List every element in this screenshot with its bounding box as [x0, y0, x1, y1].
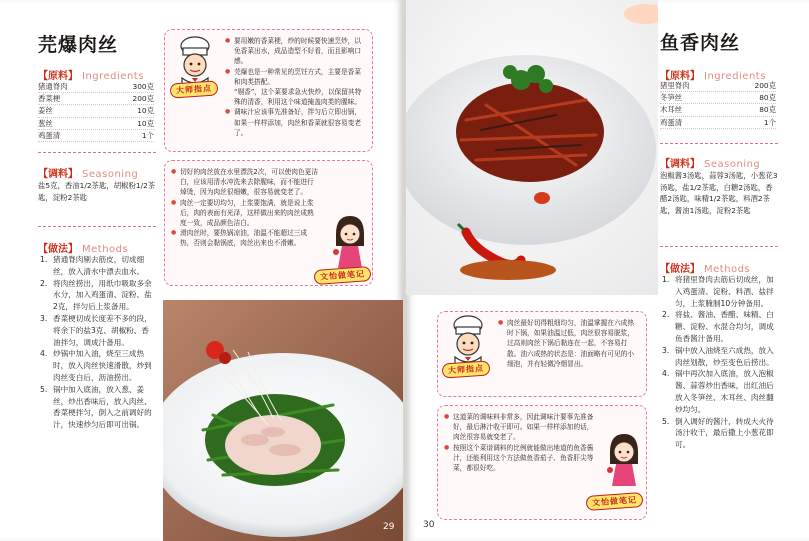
divider: [660, 143, 778, 144]
step-item: 3. 香菜梗切成长度差不多的段，将余下的盐3克、胡椒粉、香油拌匀，调成汁备用。: [40, 313, 152, 347]
chef-note: ● 肉丝最好切得粗细均匀，油温掌握在六成热时下锅，如果油温过低，肉丝很容易脱浆，过高则肉丝下锅后黏连在一起，不容易打散。油六成热的状态是：油面略有可见的小细泡，并有轻微冷烟冒出。: [498, 319, 635, 368]
page-number: 29: [383, 522, 395, 532]
chef-badge: 大师指点: [442, 360, 491, 378]
ingredient-row: 鸡蛋清 1个: [660, 117, 776, 129]
ingredient-row: 猪里脊肉 200克: [660, 80, 776, 92]
ingredients-table: [660, 80, 776, 129]
method-heading: 【做法】 Methods: [660, 264, 751, 275]
step-item: 3. 锅中放入油烧至六成热，放入肉丝划散，炒至变色后捞出。: [662, 345, 774, 367]
recipe-title: 芫爆肉丝: [38, 34, 119, 56]
ingredient-row: 木耳丝 80克: [660, 104, 776, 116]
ingredients-label: 【原料】: [38, 71, 78, 82]
notebook-note: ● 肉丝一定要切均匀，上浆要饱满，就是说上浆后，肉的表面有光泽，这样做出来的肉丝成熟度一致，成品颜色洁白。: [171, 198, 314, 228]
ingredient-row: 冬笋丝 80克: [660, 92, 776, 104]
chef-note: ● 要用嫩的香菜梗，炒的时候要快速烹炒，以免香菜出水，成品造型不好看，而且影响口感。: [225, 37, 362, 66]
chef-badge: 大师指点: [170, 80, 219, 98]
method-steps: [40, 254, 156, 431]
chef-note: “剔香”，这个菜要求急火快炒，以保留其特殊的清香，利用这个味道掩盖肉类的腥味。: [234, 88, 362, 107]
recipe-title: 鱼香肉丝: [660, 32, 741, 54]
step-item: 1. 猪通脊肉剔去筋皮，切成细丝，放入清水中漂去血水。: [40, 255, 145, 276]
ingredient-row: 姜丝 10克: [38, 105, 154, 117]
seasoning-heading: 【调料】 Seasoning: [38, 169, 139, 180]
divider: [660, 246, 778, 247]
step-item: 2. 将肉丝捞出，用纸巾吸取多余水分，加入鸡蛋清、淀粉、盐2克，拌匀后上浆备用。: [40, 278, 152, 312]
ingredients-heading: [38, 67, 144, 82]
step-item: 2. 将盐、酱油、香醋、味精、白糖、淀粉、水混合均匀，调成鱼香酱汁备用。: [662, 310, 774, 343]
method-steps: [662, 274, 778, 451]
chef-note: ● 芫爆也是一种常见的烹饪方式，主要是香菜和肉类搭配。: [225, 67, 362, 86]
notebook-note: ● 切好的肉丝放在水里漂洗2次，可以使肉色更洁白，应该用清水冲洗来去除腥味，而不能进行焯烫，因为肉丝很细嫩，很容易就变老了。: [171, 168, 319, 197]
chef-note: ● 调味汁应该事先准备好，拌匀后立即出锅，如果一样样添加，肉丝和香菜就很容易变老了。: [225, 108, 362, 137]
step-item: 4. 炒锅中加入油，烧至三成热时，放入肉丝快速滑散，炒到肉丝变白后，沥油捞出。: [40, 349, 152, 382]
girl-illustration-icon: [330, 212, 370, 268]
seasoning-text: 盐5克，香油1/2茶匙，胡椒粉1/2茶匙，淀粉2茶匙: [38, 181, 156, 202]
girl-illustration-icon: [604, 430, 644, 486]
ingredients-en: Ingredients: [82, 71, 144, 82]
dish-photo: [406, 0, 658, 295]
right-page: [406, 0, 809, 541]
notebook-badge: 文怡做笔记: [314, 266, 372, 285]
step-item: 1. 将猪里脊肉去筋后切成丝，加入鸡蛋清、淀粉、料酒、盐拌匀，上浆腌制10分钟备用。: [662, 275, 774, 308]
notebook-note: ● 这道菜的调味料非常多，因此调味汁要事先准备好，最后淋汁收干即可。如果一样样添加的话，肉丝很容易就变老了。: [444, 413, 594, 442]
chef-illustration-icon: [168, 34, 222, 88]
ingredient-row: 葱丝 10克: [38, 118, 154, 130]
notebook-note: ● 滑肉丝时，要热锅凉油，油温不能超过三成热，否则会黏锅底，肉丝出来也不滑嫩。: [171, 229, 308, 248]
step-item: 4. 锅中再次加入底油，放入泡椒酱、蒜蓉炒出香味，出红油后放入冬笋丝、木耳丝、肉丝翻炒均匀。: [662, 369, 774, 414]
left-page: [0, 0, 403, 541]
method-heading: 【做法】 Methods: [38, 244, 129, 255]
notebook-badge: 文怡做笔记: [586, 492, 644, 511]
ingredient-row: 猪通脊肉 300克: [38, 81, 154, 93]
ingredients-heading: 【原料】 Ingredients: [660, 71, 766, 82]
divider: [38, 226, 156, 227]
step-item: 5. 倒入调好的酱汁，转成大火待汤汁收干，最后撒上小葱花即可。: [662, 416, 774, 450]
seasoning-text: 泡椒酱3汤匙，蒜蓉3汤匙，小葱花3汤匙，盐1/2茶匙，白糖2汤匙，香醋2汤匙，味精1/2茶匙，料酒2茶匙，酱油1汤匙，淀粉2茶匙: [660, 171, 778, 215]
step-item: 5. 锅中加入底油，放入葱、姜丝，炒出香味后，放入肉丝、香菜梗拌匀，倒入之前调好的汁，快速炒匀后即可出锅。: [40, 384, 152, 430]
ingredients-table: [38, 81, 154, 142]
seasoning-heading: 【调料】 Seasoning: [660, 159, 761, 170]
page-number: 30: [423, 520, 435, 530]
ingredient-row: 鸡蛋清 1个: [38, 130, 154, 142]
chef-illustration-icon: [441, 313, 495, 367]
ingredient-row: 香菜梗 200克: [38, 93, 154, 105]
dish-photo: [163, 300, 403, 541]
divider: [38, 152, 156, 153]
notebook-note: ● 按照这个菜谱调料的比例就能做出地道的鱼香酱汁，还能利用这个方法做鱼香茄子、鱼香肝尖等菜，都很好吃。: [444, 443, 594, 473]
